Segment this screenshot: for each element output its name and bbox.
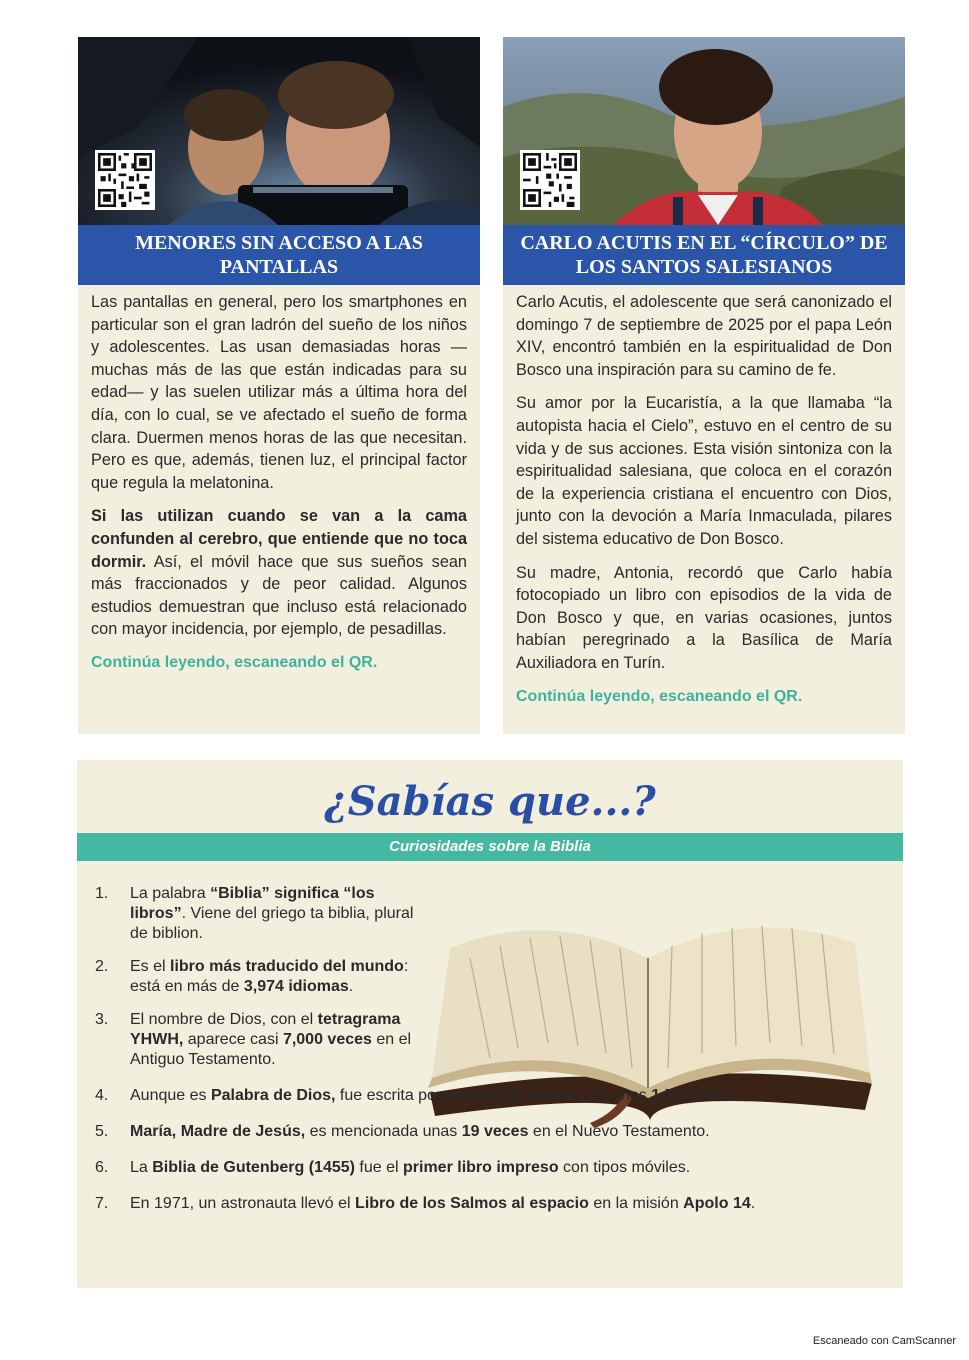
- bold-text: Palabra de Dios,: [210, 1087, 336, 1104]
- text-segment: En 1971, un astronauta llevó el: [130, 1195, 356, 1212]
- text-segment: con tipos móviles.: [558, 1159, 691, 1176]
- item-text: [130, 1087, 737, 1104]
- paragraph-rest: Así, el móvil hace que sus sueños sean más fraccionados y de peor calidad. Algunos estudios demuestran que incluso está relacionado con mayor incidencia, por ejemplo, de pesadillas.: [91, 552, 467, 639]
- sabias-que-section: [77, 760, 903, 1288]
- article-card-left: [78, 37, 480, 734]
- item-number: 1.: [95, 885, 109, 902]
- list-item: [95, 1194, 920, 1214]
- list-item: [95, 884, 430, 944]
- text-segment: fue escrita por: [335, 1087, 446, 1104]
- curiosities-list: [95, 884, 920, 1214]
- read-more-link-left[interactable]: Continúa leyendo, escaneando el QR.: [91, 653, 378, 671]
- text-segment: .: [348, 978, 354, 995]
- paragraph: Su madre, Antonia, recordó que Carlo había fotocopiado un libro con episodios de la vida de Don Bosco y que, en varias ocasiones, juntos habían peregrinado a la Basílica de María Auxiliadora en Turín.: [516, 563, 892, 672]
- item-number: 2.: [95, 958, 109, 975]
- text-segment: aparece casi: [183, 1031, 283, 1048]
- text-segment: en la misión: [588, 1195, 684, 1212]
- item-text: [130, 1123, 710, 1140]
- paragraph: Su amor por la Eucaristía, a la que llamaba “la autopista hacia el Cielo”, estuvo en el centro de su vida y de sus acciones. Esta visión sintoniza con la espiritualidad salesiana, que coloca en el corazón de la experiencia cristiana el encuentro con Dios, junto con la devoción a María Inmaculada, pilares del sistema educativo de Don Bosco.: [516, 394, 892, 548]
- text-segment: en el Antiguo Testamento.: [130, 1031, 412, 1068]
- bold-text: Si las utilizan cuando se van a la cama confunden al cerebro, que entiende que no toca dormir.: [91, 507, 467, 571]
- scanner-footer: Escaneado con CamScanner: [812, 1335, 956, 1347]
- text-segment: . Viene del griego ta biblia, plural de biblion.: [130, 905, 414, 942]
- item-text: [130, 885, 413, 942]
- text-segment: es mencionada unas: [305, 1123, 462, 1140]
- list-item: [95, 957, 410, 997]
- qr-code-right[interactable]: [520, 150, 580, 210]
- text-segment: El nombre de Dios, con el: [130, 1011, 318, 1028]
- paragraph: [91, 505, 467, 641]
- item-text: [130, 958, 408, 995]
- bold-text: 1,500 años: [651, 1087, 734, 1104]
- item-number: 4.: [95, 1087, 109, 1104]
- read-more-link-right[interactable]: Continúa leyendo, escaneando el QR.: [516, 687, 803, 705]
- paragraph: Carlo Acutis, el adolescente que será canonizado el domingo 7 de septiembre de 2025 por el papa León XIV, encontró también en la espiritualidad de Don Bosco una inspiración para su camino de fe.: [516, 293, 892, 379]
- bold-text: Biblia de Gutenberg (1455): [152, 1159, 355, 1176]
- bold-text: primer libro impreso: [403, 1159, 559, 1176]
- section-title: ¿Sabías que...?: [324, 778, 656, 825]
- text-segment: .: [750, 1195, 756, 1212]
- text-segment: en unos: [585, 1087, 652, 1104]
- bold-text: más de 40 autores: [445, 1087, 586, 1104]
- bold-text: “Biblia” significa “los libros”: [130, 885, 375, 922]
- item-text: [130, 1159, 690, 1176]
- text-segment: Aunque es: [130, 1087, 211, 1104]
- text-segment: en el Nuevo Testamento.: [528, 1123, 710, 1140]
- item-text: [130, 1195, 755, 1212]
- list-item: [95, 1158, 920, 1178]
- article-card-right: [503, 37, 905, 734]
- bold-text: 7,000 veces: [282, 1031, 372, 1048]
- list-item: [95, 1010, 420, 1070]
- text-segment: .: [733, 1087, 738, 1104]
- article-title-left: MENORES SIN ACCESO A LAS PANTALLAS: [78, 225, 480, 285]
- text-segment: : está en más de: [130, 958, 409, 995]
- text-segment: fue el: [354, 1159, 403, 1176]
- list-item: [95, 1122, 920, 1142]
- bold-text: libro más traducido del mundo: [170, 958, 404, 975]
- item-number: 5.: [95, 1123, 109, 1140]
- text-segment: La: [130, 1159, 153, 1176]
- item-number: 3.: [95, 1011, 109, 1028]
- article-body-right: [516, 291, 892, 719]
- item-number: 7.: [95, 1195, 109, 1212]
- text-segment: La palabra: [130, 885, 211, 902]
- paragraph: Las pantallas en general, pero los smartphones en particular son el gran ladrón del sueño de los niños y adolescentes. Las usan demasiadas horas —muchas más de las que están indicadas para su edad— y las suelen utilizar más a última hora del día, con lo cual, se ve afectado el sueño de forma clara. Duermen menos horas de las que necesitan. Pero es que, además, tienen luz, el principal factor que regula la melatonina.: [91, 293, 467, 492]
- item-text: [130, 1011, 411, 1068]
- list-item: [95, 1086, 920, 1106]
- bold-text: 19 veces: [461, 1123, 529, 1140]
- bold-text: María, Madre de Jesús,: [130, 1123, 306, 1140]
- text-segment: Es el: [130, 958, 171, 975]
- qr-code-left[interactable]: [95, 150, 155, 210]
- bold-text: 3,974 idiomas: [243, 978, 349, 995]
- section-subtitle: Curiosidades sobre la Biblia: [77, 833, 903, 861]
- article-body-left: [91, 291, 467, 686]
- bold-text: Apolo 14: [683, 1195, 751, 1212]
- item-number: 6.: [95, 1159, 109, 1176]
- bold-text: tetragrama YHWH,: [130, 1011, 401, 1048]
- article-title-right: CARLO ACUTIS EN EL “CÍRCULO” DE LOS SANTOS SALESIANOS: [503, 225, 905, 285]
- bold-text: Libro de los Salmos al espacio: [355, 1195, 589, 1212]
